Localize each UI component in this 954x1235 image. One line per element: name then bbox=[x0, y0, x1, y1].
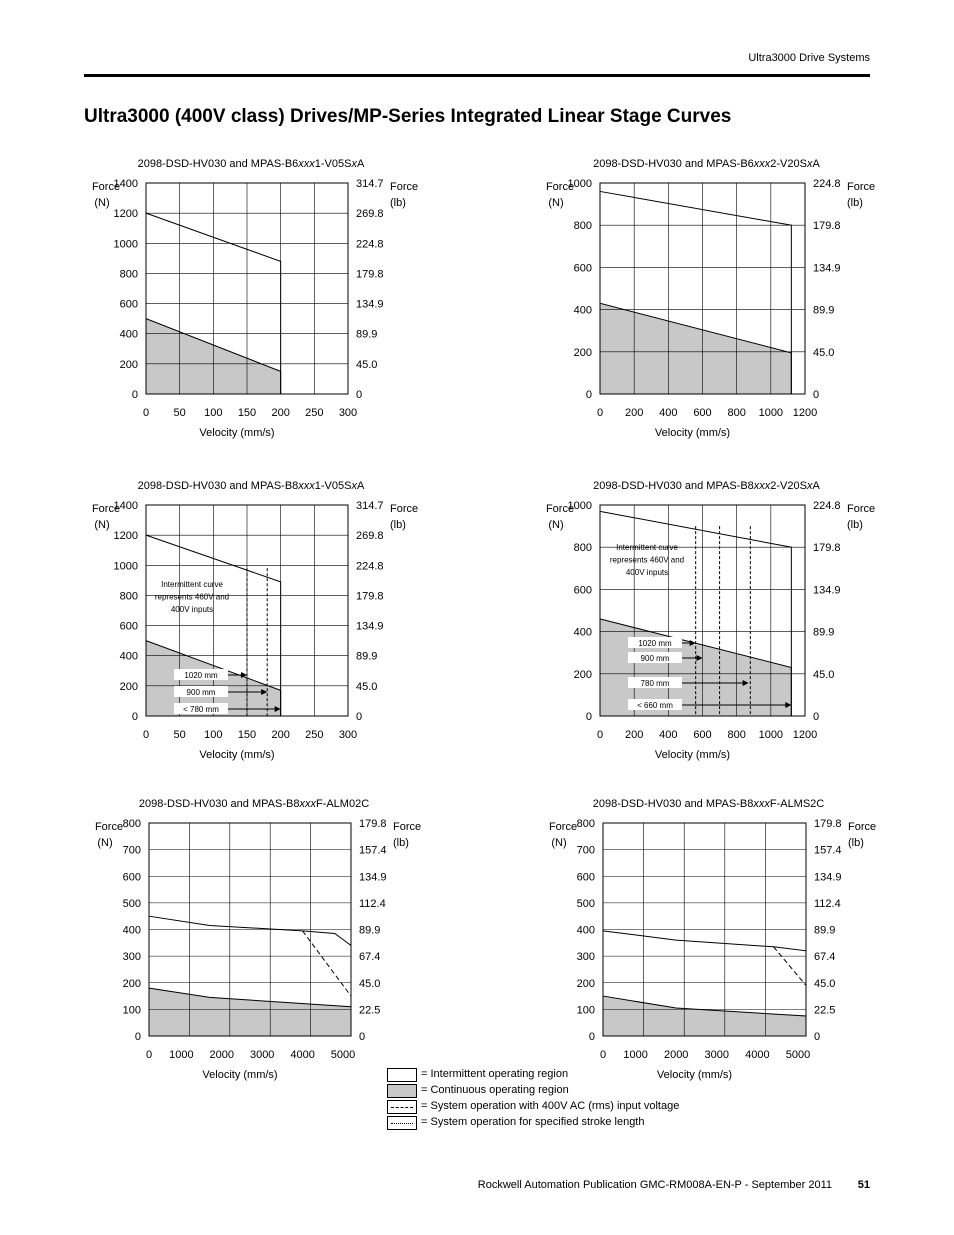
y-tick-label-right: 179.8 bbox=[814, 818, 842, 830]
y-axis-label-right-unit: (lb) bbox=[390, 519, 406, 531]
y-axis-label-left-unit: (N) bbox=[551, 837, 567, 849]
x-tick-label: 4000 bbox=[290, 1049, 315, 1061]
y-tick-label-left: 200 bbox=[119, 680, 138, 693]
x-tick-label: 200 bbox=[624, 407, 644, 419]
y-tick-label-right: 179.8 bbox=[356, 590, 384, 603]
y-tick-label-left: 200 bbox=[119, 358, 138, 371]
y-axis-label-left-unit: (N) bbox=[94, 197, 110, 209]
voltage-400v-line bbox=[774, 947, 806, 986]
x-tick-label: 1200 bbox=[792, 729, 818, 741]
chart-title: 2098-DSD-HV030 and MPAS-B8xxx1-V05SxA bbox=[137, 480, 365, 492]
y-axis-label-left: Force bbox=[545, 503, 575, 515]
x-tick-label: 600 bbox=[693, 407, 712, 419]
y-tick-label-right: 314.7 bbox=[356, 500, 384, 512]
y-tick-label-left: 1000 bbox=[113, 560, 138, 573]
x-tick-label: 0 bbox=[599, 1049, 607, 1061]
y-tick-label-right: 45.0 bbox=[356, 680, 378, 693]
x-tick-label: 600 bbox=[693, 729, 712, 741]
chart-title: 2098-DSD-HV030 and MPAS-B6xxx2-V20SxA bbox=[593, 158, 820, 170]
x-tick-label: 800 bbox=[727, 407, 746, 419]
y-tick-label-right: 157.4 bbox=[359, 844, 387, 857]
y-tick-label-right: 269.8 bbox=[356, 208, 384, 221]
y-axis-label-left-unit: (N) bbox=[548, 197, 564, 209]
continuous-region bbox=[603, 996, 806, 1036]
x-axis-label: Velocity (mm/s) bbox=[654, 427, 731, 439]
y-tick-label-right: 67.4 bbox=[359, 951, 381, 964]
y-tick-label-left: 400 bbox=[576, 924, 595, 937]
y-tick-label-left: 1000 bbox=[567, 178, 592, 190]
x-tick-label: 250 bbox=[305, 729, 324, 741]
y-tick-label-left: 400 bbox=[573, 304, 592, 317]
y-tick-label-right: 45.0 bbox=[356, 358, 378, 371]
y-tick-label-left: 200 bbox=[576, 977, 595, 990]
legend-swatch-outline bbox=[387, 1068, 417, 1082]
x-axis-label: Velocity (mm/s) bbox=[202, 1069, 278, 1081]
y-tick-label-right: 134.9 bbox=[814, 871, 842, 884]
y-tick-label-left: 500 bbox=[576, 897, 595, 910]
y-tick-label-right: 67.4 bbox=[814, 951, 836, 964]
page-number: 51 bbox=[857, 1179, 870, 1191]
y-axis-label-right: Force bbox=[390, 503, 419, 515]
y-tick-label-right: 89.9 bbox=[814, 924, 836, 937]
stroke-length-label: 1020 mm bbox=[184, 671, 218, 680]
x-tick-label: 150 bbox=[237, 729, 257, 741]
x-axis-label: Velocity (mm/s) bbox=[199, 749, 275, 761]
x-axis-label: Velocity (mm/s) bbox=[199, 427, 275, 439]
y-tick-label-left: 800 bbox=[573, 542, 592, 555]
x-tick-label: 2000 bbox=[209, 1049, 235, 1061]
y-tick-label-right: 45.0 bbox=[813, 668, 835, 681]
x-tick-label: 200 bbox=[271, 729, 290, 741]
stroke-length-label: < 780 mm bbox=[183, 705, 219, 714]
y-axis-label-right-unit: (lb) bbox=[847, 197, 863, 209]
chart-5 bbox=[95, 798, 421, 1081]
y-tick-label-left: 400 bbox=[119, 328, 138, 341]
y-axis-label-right-unit: (lb) bbox=[848, 837, 864, 849]
chart-4 bbox=[546, 480, 875, 761]
y-tick-label-right: 224.8 bbox=[356, 560, 384, 573]
y-tick-label-left: 600 bbox=[119, 298, 138, 311]
x-tick-label: 1200 bbox=[792, 407, 818, 419]
y-tick-label-left: 800 bbox=[576, 818, 595, 830]
y-axis-label-left: Force bbox=[94, 821, 124, 833]
y-tick-label-right: 0 bbox=[359, 1031, 366, 1043]
x-tick-label: 4000 bbox=[745, 1049, 770, 1061]
x-tick-label: 400 bbox=[659, 407, 678, 419]
y-tick-label-right: 134.9 bbox=[359, 871, 387, 884]
y-tick-label-right: 45.0 bbox=[813, 346, 835, 359]
stroke-length-label: 1020 mm bbox=[638, 639, 672, 648]
y-tick-label-left: 0 bbox=[588, 1031, 595, 1043]
y-axis-label-right: Force bbox=[847, 181, 876, 193]
x-tick-label: 3000 bbox=[704, 1049, 730, 1061]
y-tick-label-left: 200 bbox=[122, 977, 141, 990]
y-tick-label-right: 134.9 bbox=[813, 262, 841, 275]
y-tick-label-right: 224.8 bbox=[813, 178, 841, 190]
x-tick-label: 400 bbox=[659, 729, 678, 741]
y-tick-label-left: 1000 bbox=[113, 238, 138, 251]
y-tick-label-left: 1400 bbox=[113, 500, 138, 512]
legend-swatch-dotted bbox=[387, 1116, 417, 1130]
y-tick-label-right: 89.9 bbox=[356, 328, 378, 341]
y-tick-label-right: 112.4 bbox=[814, 897, 841, 910]
y-tick-label-left: 1200 bbox=[113, 530, 138, 543]
y-tick-label-right: 45.0 bbox=[359, 977, 381, 990]
chart-2 bbox=[546, 158, 875, 439]
stroke-length-label: < 660 mm bbox=[637, 701, 673, 710]
chart-title: 2098-DSD-HV030 and MPAS-B8xxx2-V20SxA bbox=[593, 480, 820, 492]
y-axis-label-left: Force bbox=[91, 503, 121, 515]
x-tick-label: 50 bbox=[173, 729, 186, 741]
y-tick-label-right: 134.9 bbox=[356, 298, 384, 311]
y-tick-label-right: 179.8 bbox=[356, 268, 384, 281]
y-tick-label-left: 400 bbox=[119, 650, 138, 663]
y-tick-label-left: 0 bbox=[131, 711, 138, 723]
y-tick-label-left: 1400 bbox=[113, 178, 138, 190]
chart-6 bbox=[549, 798, 876, 1081]
x-tick-label: 1000 bbox=[623, 1049, 648, 1061]
y-axis-label-left-unit: (N) bbox=[97, 837, 113, 849]
chart-title: 2098-DSD-HV030 and MPAS-B6xxx1-V05SxA bbox=[137, 158, 365, 170]
x-tick-label: 50 bbox=[173, 407, 186, 419]
y-tick-label-left: 600 bbox=[576, 871, 595, 884]
chart-title: 2098-DSD-HV030 and MPAS-B8xxxF-ALMS2C bbox=[592, 798, 825, 810]
y-tick-label-right: 112.4 bbox=[359, 897, 386, 910]
x-axis-label: Velocity (mm/s) bbox=[654, 749, 731, 761]
x-tick-label: 0 bbox=[142, 729, 150, 741]
y-tick-label-left: 600 bbox=[573, 584, 592, 597]
chart-3 bbox=[92, 480, 418, 761]
running-header: Ultra3000 Drive Systems bbox=[748, 52, 870, 64]
y-tick-label-left: 400 bbox=[573, 626, 592, 639]
y-tick-label-right: 179.8 bbox=[359, 818, 387, 830]
legend-label: = System operation for specified stroke length bbox=[421, 1116, 645, 1128]
x-tick-label: 1000 bbox=[758, 407, 784, 419]
y-axis-label-right: Force bbox=[847, 503, 876, 515]
stroke-length-label: 900 mm bbox=[640, 654, 670, 663]
y-tick-label-right: 314.7 bbox=[356, 178, 384, 190]
y-axis-label-right: Force bbox=[390, 181, 419, 193]
y-tick-label-right: 45.0 bbox=[814, 977, 836, 990]
y-tick-label-left: 800 bbox=[122, 818, 141, 830]
y-tick-label-right: 224.8 bbox=[356, 238, 384, 251]
x-tick-label: 5000 bbox=[330, 1049, 356, 1061]
y-tick-label-right: 22.5 bbox=[814, 1004, 836, 1017]
x-tick-label: 0 bbox=[596, 729, 604, 741]
y-tick-label-left: 0 bbox=[131, 389, 138, 401]
y-axis-label-left-unit: (N) bbox=[548, 519, 564, 531]
x-tick-label: 250 bbox=[305, 407, 324, 419]
x-tick-label: 300 bbox=[338, 729, 358, 741]
y-tick-label-right: 179.8 bbox=[813, 542, 841, 555]
chart-title: 2098-DSD-HV030 and MPAS-B8xxxF-ALM02C bbox=[138, 798, 370, 810]
stroke-length-label: 780 mm bbox=[640, 679, 670, 688]
y-tick-label-right: 89.9 bbox=[813, 626, 835, 639]
y-axis-label-right-unit: (lb) bbox=[390, 197, 406, 209]
x-tick-label: 1000 bbox=[169, 1049, 194, 1061]
x-tick-label: 300 bbox=[338, 407, 358, 419]
y-tick-label-right: 157.4 bbox=[814, 844, 842, 857]
y-tick-label-right: 224.8 bbox=[813, 500, 841, 512]
x-tick-label: 150 bbox=[237, 407, 257, 419]
y-tick-label-left: 700 bbox=[122, 844, 141, 857]
y-tick-label-left: 600 bbox=[573, 262, 592, 275]
continuous-region bbox=[149, 988, 351, 1036]
intermittent-note: Intermittent curve represents 460V and 400V inputs bbox=[609, 543, 685, 577]
x-tick-label: 5000 bbox=[785, 1049, 811, 1061]
x-tick-label: 0 bbox=[596, 407, 604, 419]
y-axis-label-left: Force bbox=[548, 821, 578, 833]
y-tick-label-right: 0 bbox=[813, 711, 820, 723]
y-axis-label-left-unit: (N) bbox=[94, 519, 110, 531]
y-tick-label-right: 22.5 bbox=[359, 1004, 381, 1017]
y-tick-label-left: 700 bbox=[576, 844, 595, 857]
x-tick-label: 100 bbox=[204, 729, 223, 741]
x-tick-label: 200 bbox=[271, 407, 290, 419]
y-axis-label-left: Force bbox=[91, 181, 121, 193]
y-axis-label-right-unit: (lb) bbox=[393, 837, 409, 849]
y-tick-label-right: 0 bbox=[814, 1031, 821, 1043]
legend-swatch-dashed bbox=[387, 1100, 417, 1114]
y-tick-label-right: 89.9 bbox=[813, 304, 835, 317]
y-tick-label-left: 200 bbox=[573, 346, 592, 359]
legend-label: = System operation with 400V AC (rms) input voltage bbox=[421, 1100, 680, 1112]
x-tick-label: 0 bbox=[145, 1049, 153, 1061]
y-tick-label-left: 1200 bbox=[113, 208, 138, 221]
y-tick-label-right: 134.9 bbox=[813, 584, 841, 597]
footer-publication: Rockwell Automation Publication GMC-RM008A-EN-P - September 2011 bbox=[477, 1179, 832, 1191]
y-tick-label-left: 600 bbox=[122, 871, 141, 884]
y-tick-label-left: 0 bbox=[585, 711, 592, 723]
y-axis-label-right-unit: (lb) bbox=[847, 519, 863, 531]
y-tick-label-right: 0 bbox=[813, 389, 820, 401]
y-tick-label-left: 500 bbox=[122, 897, 141, 910]
legend-label: = Continuous operating region bbox=[421, 1084, 569, 1096]
x-tick-label: 200 bbox=[624, 729, 644, 741]
y-axis-label-right: Force bbox=[393, 821, 422, 833]
chart-1 bbox=[92, 158, 418, 439]
y-tick-label-right: 134.9 bbox=[356, 620, 384, 633]
y-tick-label-left: 300 bbox=[122, 951, 141, 964]
y-tick-label-left: 400 bbox=[122, 924, 141, 937]
x-tick-label: 800 bbox=[727, 729, 746, 741]
x-tick-label: 1000 bbox=[758, 729, 784, 741]
y-tick-label-left: 800 bbox=[119, 268, 138, 281]
y-tick-label-right: 179.8 bbox=[813, 220, 841, 233]
y-tick-label-right: 89.9 bbox=[356, 650, 378, 663]
y-tick-label-right: 269.8 bbox=[356, 530, 384, 543]
x-tick-label: 3000 bbox=[249, 1049, 275, 1061]
y-tick-label-left: 1000 bbox=[567, 500, 592, 512]
stroke-length-label: 900 mm bbox=[186, 688, 216, 697]
page-title: Ultra3000 (400V class) Drives/MP-Series Integrated Linear Stage Curves bbox=[84, 106, 732, 127]
y-tick-label-right: 0 bbox=[356, 389, 363, 401]
y-tick-label-left: 100 bbox=[576, 1004, 595, 1017]
y-tick-label-left: 800 bbox=[119, 590, 138, 603]
y-tick-label-left: 0 bbox=[585, 389, 592, 401]
y-axis-label-right: Force bbox=[848, 821, 877, 833]
x-tick-label: 0 bbox=[142, 407, 150, 419]
legend-label: = Intermittent operating region bbox=[421, 1068, 569, 1080]
y-tick-label-left: 200 bbox=[573, 668, 592, 681]
continuous-region bbox=[600, 303, 791, 394]
intermittent-note: Intermittent curve represents 460V and 400V inputs bbox=[154, 580, 230, 614]
y-tick-label-left: 0 bbox=[134, 1031, 141, 1043]
y-tick-label-left: 800 bbox=[573, 220, 592, 233]
legend-swatch-filled bbox=[387, 1084, 417, 1098]
y-tick-label-left: 600 bbox=[119, 620, 138, 633]
y-tick-label-left: 300 bbox=[576, 951, 595, 964]
x-axis-label: Velocity (mm/s) bbox=[656, 1069, 733, 1081]
y-tick-label-right: 89.9 bbox=[359, 924, 381, 937]
x-tick-label: 2000 bbox=[663, 1049, 689, 1061]
x-tick-label: 100 bbox=[204, 407, 223, 419]
y-tick-label-left: 100 bbox=[122, 1004, 141, 1017]
y-tick-label-right: 0 bbox=[356, 711, 363, 723]
y-axis-label-left: Force bbox=[545, 181, 575, 193]
